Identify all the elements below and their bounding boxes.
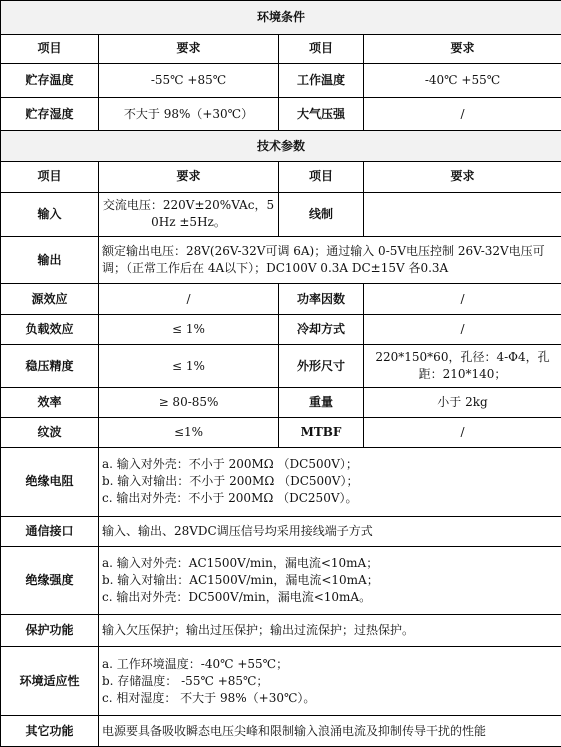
header-item: 项目 — [1, 34, 99, 64]
weight-label: 重量 — [279, 388, 364, 418]
env-adapt-value — [99, 646, 561, 715]
list-item: b. 输入对输出：不小于 200MΩ （DC500V）； — [102, 474, 359, 489]
other-label: 其它功能 — [1, 716, 99, 747]
list-item: c. 输出对外壳：DC500V/min，漏电流<10mA。 — [102, 590, 372, 605]
load-effect-value: ≤ 1% — [99, 314, 279, 345]
mtbf-value: / — [364, 417, 561, 448]
list-item: c. 输出对外壳：不小于 200MΩ （DC250V）。 — [102, 491, 358, 506]
output-value: 额定输出电压：28V(26V-32V可调 6A)；通过输入 0-5V电压控制 26V-32V电压可调；（正常工作后在 4A以下）；DC100V 0.3A DC±15V 各0.3A — [99, 237, 561, 284]
mtbf-label: MTBF — [279, 417, 364, 448]
input-label: 输入 — [1, 192, 99, 237]
ripple-value: ≤1% — [99, 417, 279, 448]
pressure-label: 大气压强 — [279, 97, 364, 131]
table-row — [1, 417, 561, 448]
ripple-label: 纹波 — [1, 417, 99, 448]
header-item: 项目 — [1, 161, 99, 192]
cooling-label: 冷却方式 — [279, 314, 364, 345]
load-effect-label: 负载效应 — [1, 314, 99, 345]
insulation-resistance-value — [99, 448, 561, 516]
header-item: 项目 — [279, 34, 364, 64]
dimensions-label: 外形尺寸 — [279, 345, 364, 388]
table-row — [1, 237, 561, 284]
work-temp-value: -40℃ +55℃ — [364, 64, 561, 98]
header-row-tech — [1, 161, 561, 192]
table-row — [1, 192, 561, 237]
regulation-value: ≤ 1% — [99, 345, 279, 388]
storage-humidity-label: 贮存湿度 — [1, 97, 99, 131]
storage-temp-value: -55℃ +85℃ — [99, 64, 279, 98]
source-effect-value: / — [99, 284, 279, 315]
table-row — [1, 516, 561, 547]
protection-value: 输入欠压保护；输出过压保护；输出过流保护；过热保护。 — [99, 615, 561, 647]
header-req: 要求 — [99, 161, 279, 192]
table-row — [1, 448, 561, 516]
section-row-env — [1, 1, 561, 35]
efficiency-label: 效率 — [1, 388, 99, 418]
list-item: a. 输入对外壳：不小于 200MΩ （DC500V）； — [102, 457, 358, 472]
header-req: 要求 — [364, 34, 561, 64]
list-item: c. 相对湿度： 不大于 98%（+30℃）。 — [102, 690, 316, 705]
table-row — [1, 64, 561, 98]
wiring-value — [364, 192, 561, 237]
protection-label: 保护功能 — [1, 615, 99, 647]
header-req: 要求 — [99, 34, 279, 64]
header-item: 项目 — [279, 161, 364, 192]
power-factor-value: / — [364, 284, 561, 315]
list-item: a. 工作环境温度：-40℃ +55℃； — [102, 656, 289, 671]
insulation-resistance-label: 绝缘电阻 — [1, 448, 99, 516]
table-row — [1, 284, 561, 315]
source-effect-label: 源效应 — [1, 284, 99, 315]
section-title-tech: 技术参数 — [1, 131, 561, 162]
regulation-label: 稳压精度 — [1, 345, 99, 388]
insulation-strength-label: 绝缘强度 — [1, 547, 99, 615]
weight-value: 小于 2kg — [364, 388, 561, 418]
insulation-strength-value — [99, 547, 561, 615]
efficiency-value: ≥ 80-85% — [99, 388, 279, 418]
comm-interface-value: 输入、输出、28VDC调压信号均采用接线端子方式 — [99, 516, 561, 547]
header-row-env — [1, 34, 561, 64]
power-factor-label: 功率因数 — [279, 284, 364, 315]
header-req: 要求 — [364, 161, 561, 192]
input-value: 交流电压：220V±20%VAc，50Hz ±5Hz。 — [99, 192, 279, 237]
table-row — [1, 345, 561, 388]
list-item: b. 输入对输出：AC1500V/min，漏电流<10mA； — [102, 573, 379, 588]
env-adapt-label: 环境适应性 — [1, 646, 99, 715]
dimensions-value: 220*150*60，孔径：4-Φ4，孔距：210*140； — [364, 345, 561, 388]
section-row-tech — [1, 131, 561, 162]
output-label: 输出 — [1, 237, 99, 284]
other-value: 电源要具备吸收瞬态电压尖峰和限制输入浪涌电流及抑制传导干扰的性能 — [99, 716, 561, 747]
cooling-value: / — [364, 314, 561, 345]
table-row — [1, 314, 561, 345]
storage-humidity-value: 不大于 98%（+30℃） — [99, 97, 279, 131]
table-row — [1, 716, 561, 747]
table-row — [1, 646, 561, 715]
table-row — [1, 97, 561, 131]
list-item: b. 存储温度： -55℃ +85℃； — [102, 673, 269, 688]
wiring-label: 线制 — [279, 192, 364, 237]
table-row — [1, 615, 561, 647]
section-title-env: 环境条件 — [1, 1, 561, 35]
table-row — [1, 388, 561, 418]
comm-interface-label: 通信接口 — [1, 516, 99, 547]
work-temp-label: 工作温度 — [279, 64, 364, 98]
storage-temp-label: 贮存温度 — [1, 64, 99, 98]
table-row — [1, 547, 561, 615]
list-item: a. 输入对外壳：AC1500V/min，漏电流<10mA； — [102, 556, 379, 571]
pressure-value: / — [364, 97, 561, 131]
